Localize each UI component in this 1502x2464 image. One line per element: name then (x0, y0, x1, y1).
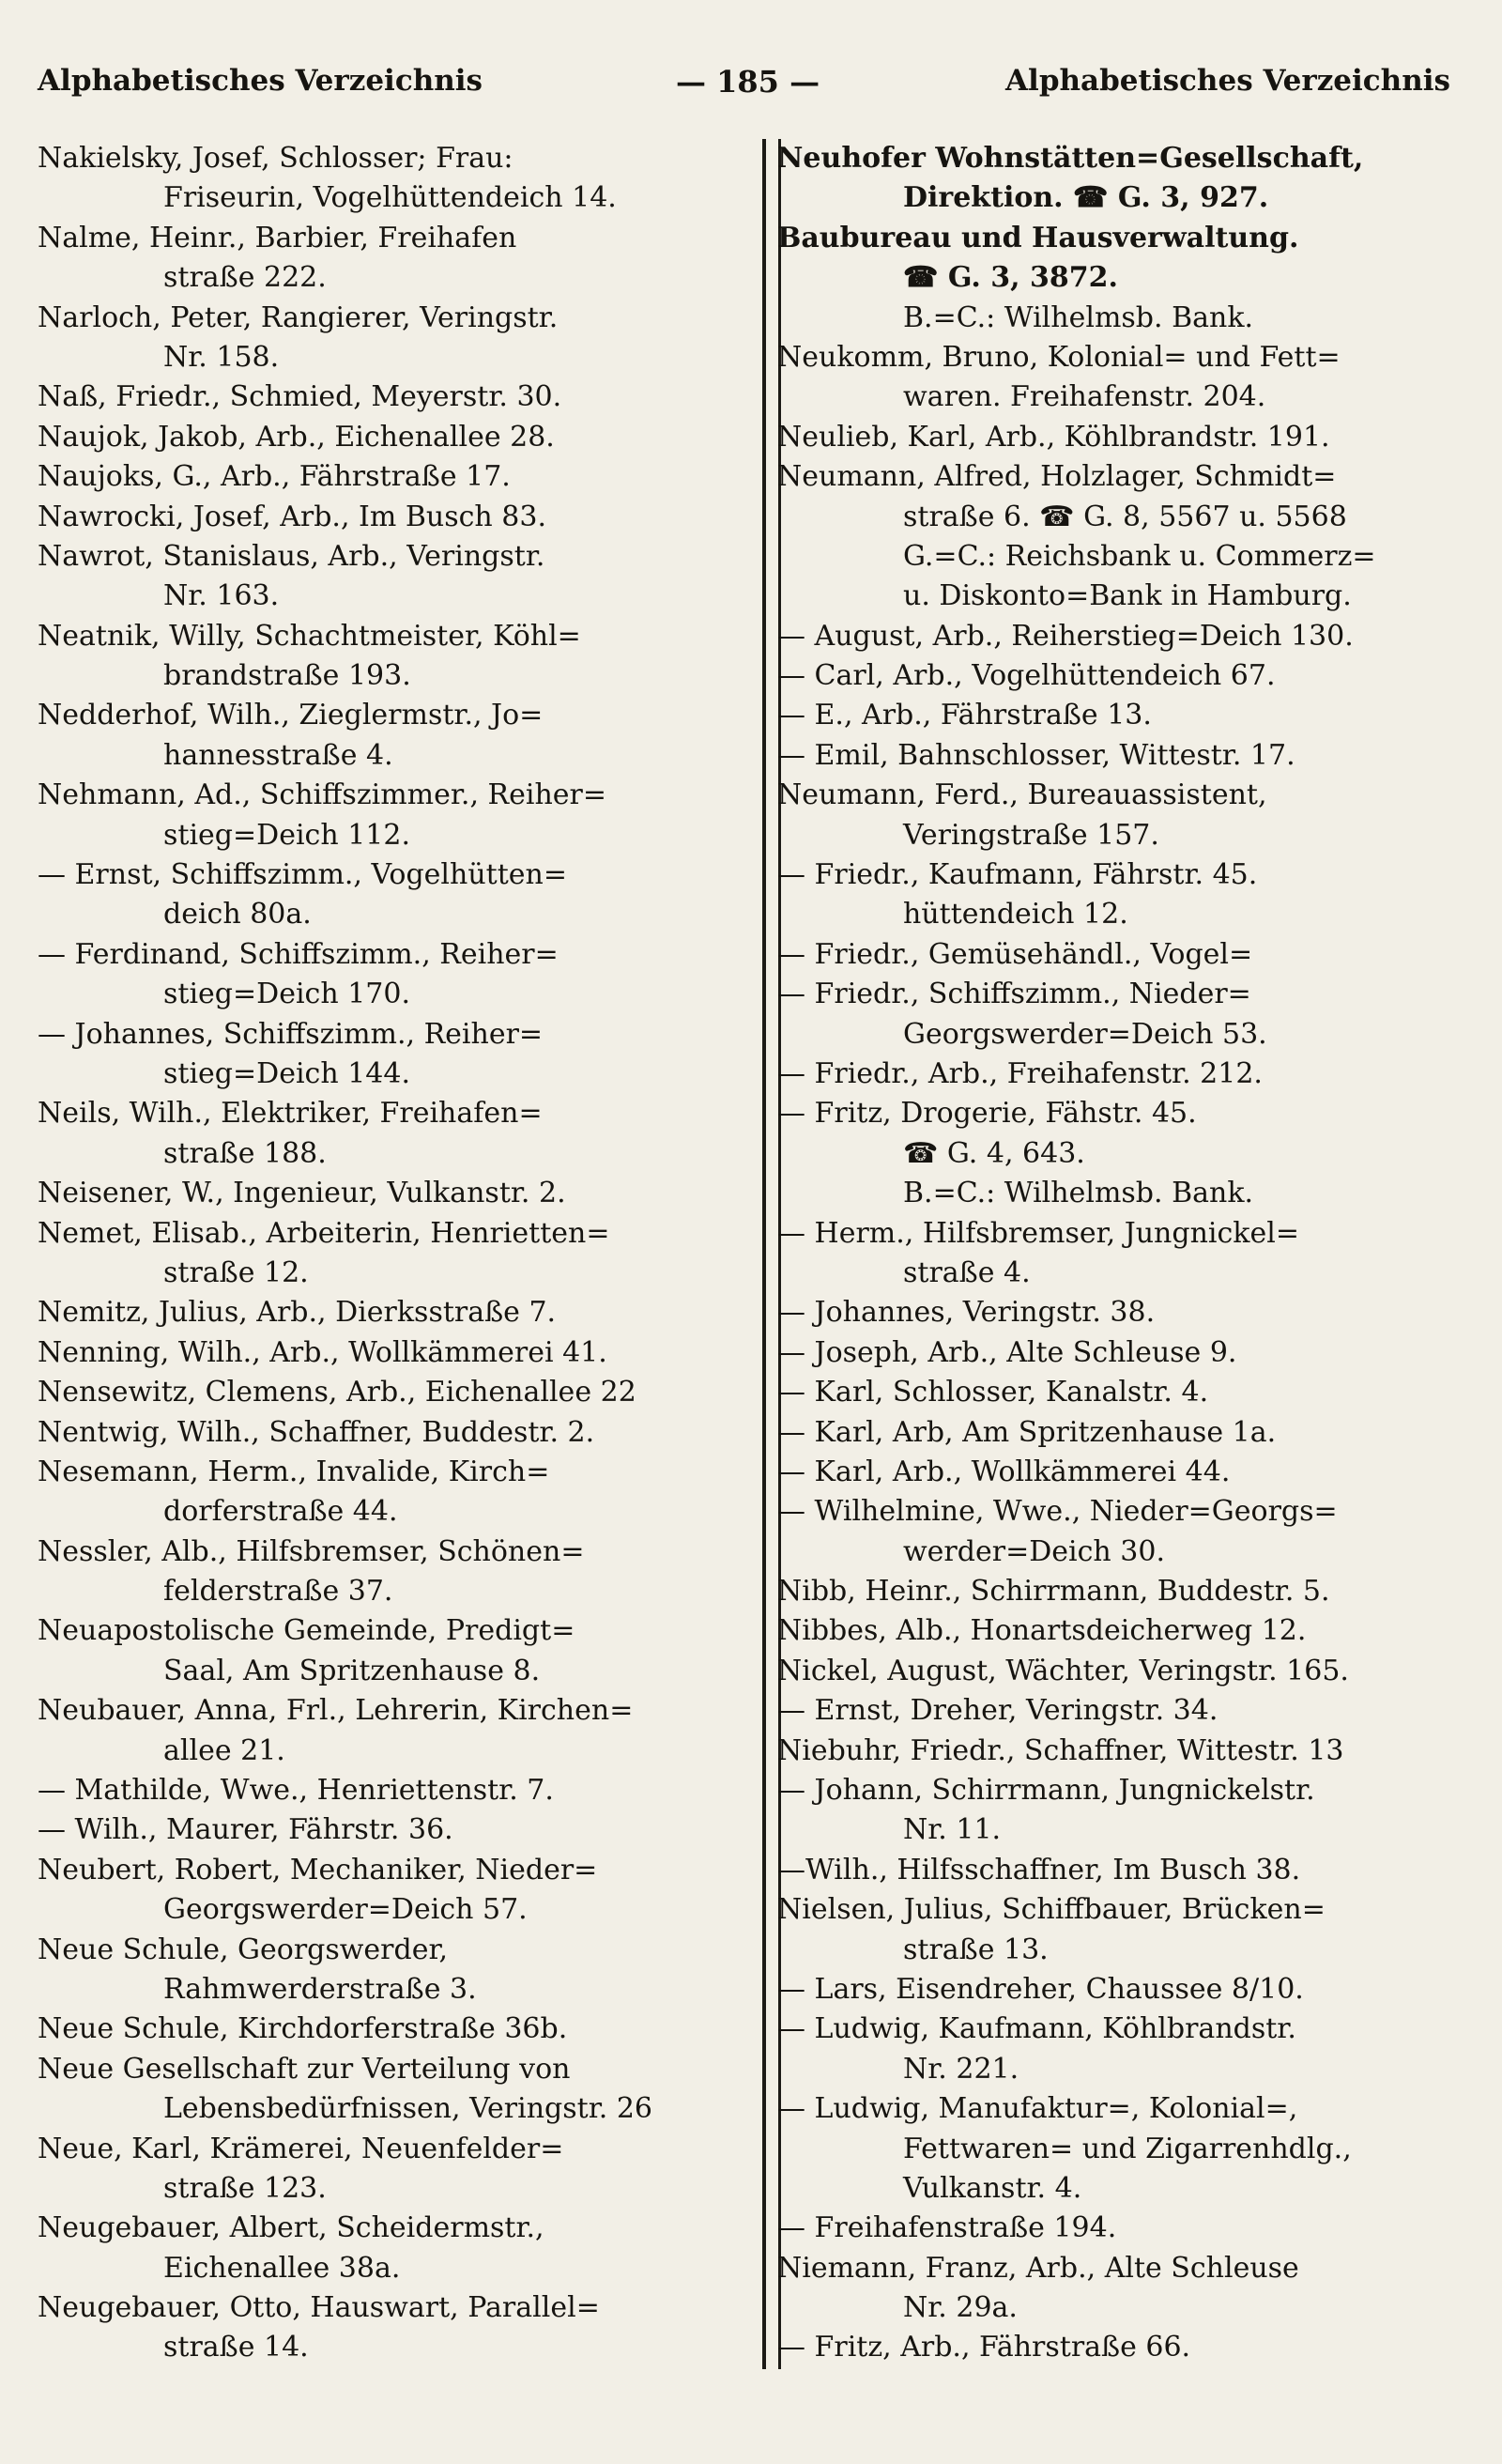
directory-line: — Friedr., Arb., Freihafenstr. 212. (777, 1056, 1263, 1090)
directory-line: — Freihafenstraße 194. (777, 2211, 1117, 2245)
directory-line: Neuhofer Wohnstätten=Gesellschaft, (777, 142, 1364, 175)
directory-line: deich 80a. (163, 898, 312, 932)
directory-line: — August, Arb., Reiherstieg=Deich 130. (777, 619, 1354, 653)
directory-line: Nemet, Elisab., Arbeiterin, Henrietten= (38, 1216, 610, 1250)
directory-line: Neisener, W., Ingenieur, Vulkanstr. 2. (38, 1177, 566, 1210)
directory-line: Nessler, Alb., Hilfsbremser, Schönen= (38, 1534, 585, 1568)
directory-line: — Ernst, Schiffszimm., Vogelhütten= (38, 858, 567, 892)
directory-line: straße 4. (903, 1255, 1031, 1289)
directory-line: — Johann, Schirrmann, Jungnickelstr. (777, 1774, 1315, 1808)
page-header (38, 64, 1450, 111)
header-left-title: Alphabetisches Verzeichnis (38, 64, 483, 98)
directory-line: Nr. 11. (903, 1813, 1002, 1847)
directory-line: Neue Gesellschaft zur Verteilung von (38, 2052, 571, 2086)
directory-line: stieg=Deich 112. (163, 818, 410, 852)
directory-line: Direktion. ☎ G. 3, 927. (903, 181, 1269, 215)
directory-line: Nenning, Wilh., Arb., Wollkämmerei 41. (38, 1335, 607, 1369)
directory-line: allee 21. (163, 1733, 285, 1767)
directory-line: Neumann, Ferd., Bureauassistent, (777, 778, 1267, 812)
right-column (777, 139, 1491, 2368)
directory-line: Nalme, Heinr., Barbier, Freihafen (38, 221, 517, 254)
directory-line: — Ferdinand, Schiffszimm., Reiher= (38, 937, 559, 971)
directory-line: Baubureau und Hausverwaltung. (777, 221, 1299, 254)
directory-line: Neumann, Alfred, Holzlager, Schmidt= (777, 460, 1337, 494)
directory-line: Nentwig, Wilh., Schaffner, Buddestr. 2. (38, 1415, 595, 1449)
directory-line: Nr. 29a. (903, 2291, 1018, 2325)
directory-line: — Carl, Arb., Vogelhüttendeich 67. (777, 659, 1276, 693)
directory-line: — Joseph, Arb., Alte Schleuse 9. (777, 1335, 1237, 1369)
directory-line: Rahmwerderstraße 3. (163, 1972, 477, 2006)
directory-line: Nesemann, Herm., Invalide, Kirch= (38, 1455, 550, 1488)
directory-line: Veringstraße 157. (903, 818, 1159, 852)
directory-line: Naujok, Jakob, Arb., Eichenallee 28. (38, 420, 555, 454)
directory-line: waren. Freihafenstr. 204. (903, 380, 1266, 414)
directory-line: Neubauer, Anna, Frl., Lehrerin, Kirchen= (38, 1694, 634, 1728)
directory-line: brandstraße 193. (163, 659, 411, 693)
directory-line: straße 188. (163, 1136, 327, 1170)
directory-line: straße 14. (163, 2331, 309, 2364)
directory-line: Friseurin, Vogelhüttendeich 14. (163, 181, 617, 215)
directory-line: —Wilh., Hilfsschaffner, Im Busch 38. (777, 1853, 1301, 1886)
directory-line: — Johannes, Schiffszimm., Reiher= (38, 1017, 544, 1051)
directory-line: — Wilhelmine, Wwe., Nieder=Georgs= (777, 1495, 1338, 1529)
directory-line: B.=C.: Wilhelmsb. Bank. (903, 300, 1254, 334)
directory-line: — Ludwig, Kaufmann, Köhlbrandstr. (777, 2012, 1296, 2046)
directory-line: — Fritz, Drogerie, Fähstr. 45. (777, 1097, 1197, 1131)
directory-line: — Johannes, Veringstr. 38. (777, 1296, 1156, 1330)
directory-line: Georgswerder=Deich 57. (163, 1893, 528, 1927)
directory-line: — Ernst, Dreher, Veringstr. 34. (777, 1694, 1218, 1728)
directory-line: Lebensbedürfnissen, Veringstr. 26 (163, 2092, 653, 2126)
directory-line: Neatnik, Willy, Schachtmeister, Köhl= (38, 619, 581, 653)
directory-line: Narloch, Peter, Rangierer, Veringstr. (38, 300, 559, 334)
directory-line: Neubert, Robert, Mechaniker, Nieder= (38, 1853, 598, 1886)
directory-line: Naujoks, G., Arb., Fährstraße 17. (38, 460, 511, 494)
directory-line: Nibbes, Alb., Honartsdeicherweg 12. (777, 1614, 1307, 1648)
directory-line: Nensewitz, Clemens, Arb., Eichenallee 22 (38, 1376, 636, 1409)
directory-line: — Friedr., Kaufmann, Fährstr. 45. (777, 858, 1258, 892)
directory-line: Niebuhr, Friedr., Schaffner, Wittestr. 13 (777, 1733, 1344, 1767)
directory-line: Neils, Wilh., Elektriker, Freihafen= (38, 1097, 543, 1131)
directory-line: Nibb, Heinr., Schirrmann, Buddestr. 5. (777, 1575, 1330, 1609)
directory-line: Nr. 163. (163, 579, 280, 613)
directory-line: Nakielsky, Josef, Schlosser; Frau: (38, 142, 513, 175)
page-number: — 185 — (676, 64, 820, 100)
directory-line: — Friedr., Gemüsehändl., Vogel= (777, 937, 1253, 971)
directory-line: Neuapostolische Gemeinde, Predigt= (38, 1614, 575, 1648)
directory-line: — Fritz, Arb., Fährstraße 66. (777, 2331, 1191, 2364)
directory-line: Saal, Am Spritzenhause 8. (163, 1654, 541, 1687)
directory-line: — Lars, Eisendreher, Chaussee 8/10. (777, 1972, 1304, 2006)
directory-line: Nr. 221. (903, 2052, 1019, 2086)
directory-line: Neugebauer, Otto, Hauswart, Parallel= (38, 2291, 600, 2325)
directory-line: Niemann, Franz, Arb., Alte Schleuse (777, 2251, 1299, 2285)
directory-line: stieg=Deich 170. (163, 978, 410, 1011)
directory-line: felderstraße 37. (163, 1575, 393, 1609)
directory-line: Nawrocki, Josef, Arb., Im Busch 83. (38, 500, 546, 533)
directory-line: Nemitz, Julius, Arb., Dierksstraße 7. (38, 1296, 557, 1330)
directory-line: — Mathilde, Wwe., Henriettenstr. 7. (38, 1774, 554, 1808)
directory-line: B.=C.: Wilhelmsb. Bank. (903, 1177, 1254, 1210)
directory-line: Georgswerder=Deich 53. (903, 1017, 1267, 1051)
directory-line: Neue, Karl, Krämerei, Neuenfelder= (38, 2132, 564, 2165)
directory-line: straße 12. (163, 1255, 309, 1289)
directory-line: hannesstraße 4. (163, 738, 393, 772)
directory-line: — E., Arb., Fährstraße 13. (777, 699, 1152, 732)
directory-line: Nielsen, Julius, Schiffbauer, Brücken= (777, 1893, 1326, 1927)
directory-line: Vulkanstr. 4. (903, 2171, 1082, 2205)
directory-line: Nr. 158. (163, 340, 280, 374)
directory-line: Neulieb, Karl, Arb., Köhlbrandstr. 191. (777, 420, 1330, 454)
directory-line: Nickel, August, Wächter, Veringstr. 165. (777, 1654, 1349, 1687)
directory-line: G.=C.: Reichsbank u. Commerz= (903, 539, 1376, 573)
directory-line: Neue Schule, Kirchdorferstraße 36b. (38, 2012, 568, 2046)
directory-line: Fettwaren= und Zigarrenhdlg., (903, 2132, 1352, 2165)
left-column (38, 139, 742, 2368)
directory-line: — Ludwig, Manufaktur=, Kolonial=, (777, 2092, 1298, 2126)
directory-line: — Friedr., Schiffszimm., Nieder= (777, 978, 1251, 1011)
directory-line: hüttendeich 12. (903, 898, 1128, 932)
directory-line: — Herm., Hilfsbremser, Jungnickel= (777, 1216, 1299, 1250)
directory-line: Nawrot, Stanislaus, Arb., Veringstr. (38, 539, 545, 573)
directory-line: straße 6. ☎ G. 8, 5567 u. 5568 (903, 500, 1347, 533)
directory-line: Naß, Friedr., Schmied, Meyerstr. 30. (38, 380, 562, 414)
directory-line: — Wilh., Maurer, Fährstr. 36. (38, 1813, 453, 1847)
directory-line: — Karl, Arb., Wollkämmerei 44. (777, 1455, 1231, 1488)
directory-line: straße 222. (163, 261, 327, 295)
directory-line: Neugebauer, Albert, Scheidermstr., (38, 2211, 544, 2245)
directory-line: — Karl, Schlosser, Kanalstr. 4. (777, 1376, 1209, 1409)
directory-line: werder=Deich 30. (903, 1534, 1165, 1568)
directory-line: stieg=Deich 144. (163, 1056, 410, 1090)
directory-line: ☎ G. 4, 643. (903, 1136, 1085, 1170)
directory-line: dorferstraße 44. (163, 1495, 398, 1529)
directory-line: Neukomm, Bruno, Kolonial= und Fett= (777, 340, 1341, 374)
directory-line: u. Diskonto=Bank in Hamburg. (903, 579, 1352, 613)
directory-line: ☎ G. 3, 3872. (903, 261, 1118, 295)
directory-line: — Karl, Arb, Am Spritzenhause 1a. (777, 1415, 1277, 1449)
directory-line: Eichenallee 38a. (163, 2251, 401, 2285)
directory-line: Neue Schule, Georgswerder, (38, 1933, 449, 1966)
directory-line: straße 13. (903, 1933, 1049, 1966)
directory-line: Nehmann, Ad., Schiffszimmer., Reiher= (38, 778, 607, 812)
directory-line: straße 123. (163, 2171, 327, 2205)
directory-line: — Emil, Bahnschlosser, Wittestr. 17. (777, 738, 1295, 772)
header-right-title: Alphabetisches Verzeichnis (1004, 64, 1450, 98)
directory-line: Nedderhof, Wilh., Zieglermstr., Jo= (38, 699, 544, 732)
